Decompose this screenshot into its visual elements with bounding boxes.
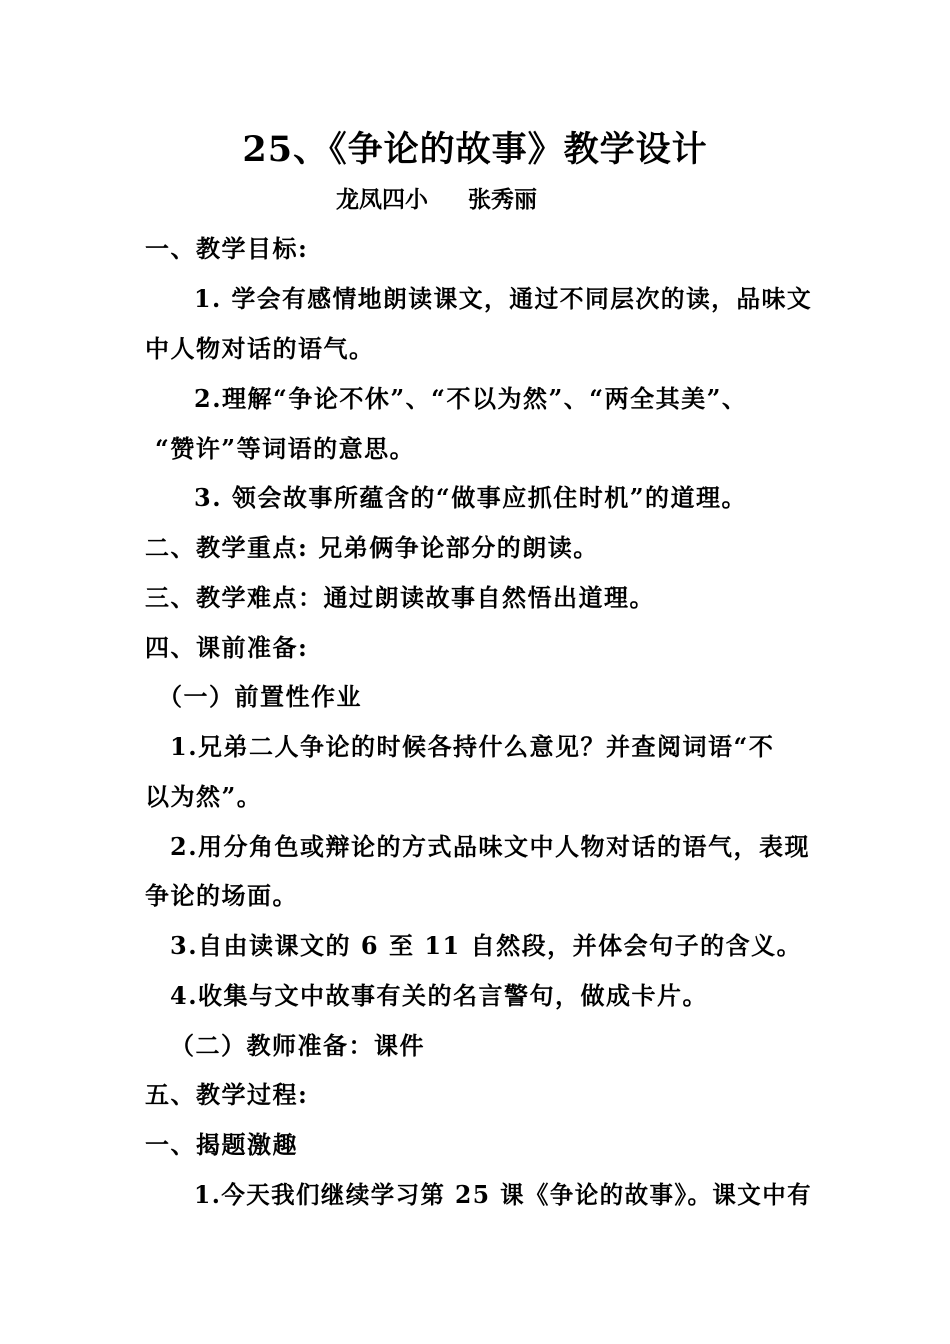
- prework-2-line-1: 2.用分角色或辩论的方式品味文中人物对话的语气，表现: [170, 832, 811, 861]
- subsection-teacher-prep: （二）教师准备：课件: [170, 1031, 425, 1060]
- author-name: 张秀丽: [468, 186, 537, 213]
- title-text: 25、《争论的故事》教学设计: [242, 129, 708, 170]
- prework-1-line-2: 以为然”。: [145, 782, 263, 811]
- prework-1-line-1: 1.兄弟二人争论的时候各持什么意见？并查阅词语“不: [170, 732, 775, 761]
- section-heading-objectives: 一、教学目标:: [145, 234, 309, 263]
- process-step-heading: 一、揭题激趣: [145, 1130, 298, 1159]
- objective-2-line-1: 2.理解“争论不休”、“不以为然”、“两全其美”、: [194, 384, 748, 413]
- section-heading-difficulties: 三、教学难点：通过朗读故事自然悟出道理。: [145, 583, 655, 612]
- prework-3: 3.自由读课文的 6 至 11 自然段，并体会句子的含义。: [170, 931, 803, 960]
- objective-3: 3. 领会故事所蕴含的“做事应抓住时机”的道理。: [194, 483, 748, 512]
- author-school: 龙凤四小: [336, 186, 428, 213]
- objective-1-line-1: 1. 学会有感情地朗读课文，通过不同层次的读，品味文: [194, 284, 813, 313]
- objective-1-line-2: 中人物对话的语气。: [145, 334, 375, 363]
- prework-4: 4.收集与文中故事有关的名言警句，做成卡片。: [170, 981, 709, 1010]
- author-line: [336, 184, 537, 216]
- process-step-1: 1.今天我们继续学习第 25 课《争论的故事》。课文中有: [194, 1180, 812, 1209]
- objective-2-line-2: “赞许”等词语的意思。: [155, 434, 416, 463]
- subsection-prework: （一）前置性作业: [158, 682, 362, 711]
- section-heading-key-points: 二、教学重点: 兄弟俩争论部分的朗读。: [145, 533, 599, 562]
- section-heading-process: 五、教学过程:: [145, 1080, 309, 1109]
- section-heading-preparation: 四、课前准备:: [145, 633, 309, 662]
- prework-2-line-2: 争论的场面。: [145, 881, 298, 910]
- document-title: [0, 128, 950, 172]
